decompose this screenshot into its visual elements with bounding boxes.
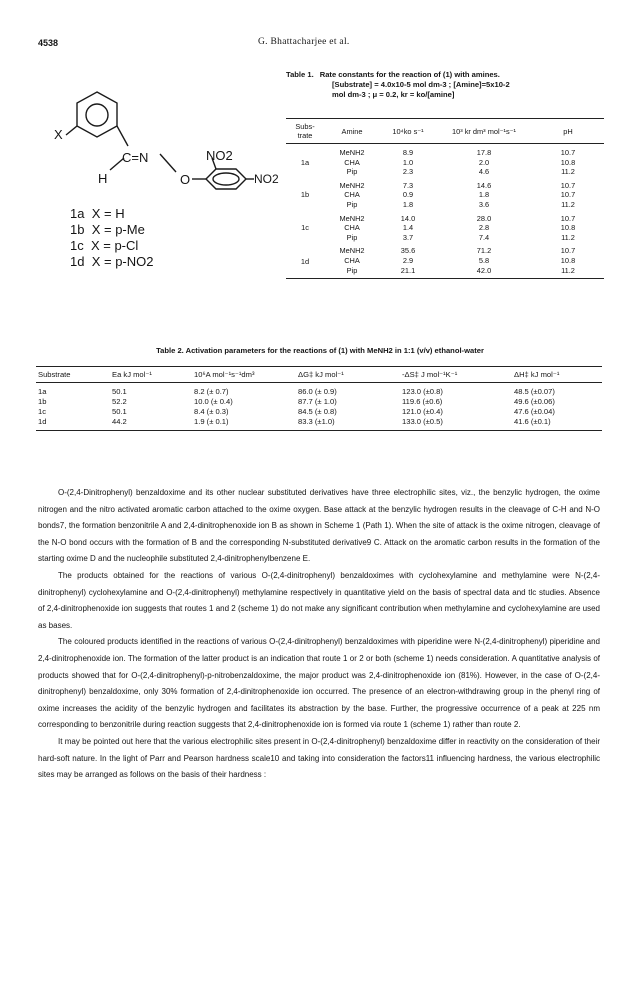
- substituent-x-label: X: [54, 127, 63, 142]
- table1-header-substrate: Subs-trate: [286, 119, 324, 144]
- table-row: CHA 0.9 1.8 10.7: [344, 190, 576, 200]
- paragraph-2: The products obtained for the reactions of various O-(2,4-dinitrophenyl) benzaldoximes with cyclohexylamine and methylamine were N-(2,4-dinitrophenyl) cyclohexylamine and O-(2,4-dinitrophenyl) methylamine respectively in quantitative yield on the basis of spectral data and tlc studies. Absence of 2,4-dinitrophenoxide ion suggests that routes 1 and 2 (scheme 1) do not make any significant contribution when methylamine and cyclohexylamine are used as bases.: [38, 570, 600, 630]
- table1-header-ko: 10⁴ko s⁻¹: [380, 119, 436, 144]
- oxygen-label: O: [180, 172, 191, 187]
- compound-1a: 1a X = H: [70, 206, 125, 221]
- compound-1b: 1b X = p-Me: [70, 222, 145, 237]
- table1-header-ph: pH: [532, 119, 604, 144]
- table-row: CHA 2.9 5.8 10.8: [344, 255, 576, 265]
- table2-header-ds: -ΔS‡ J mol⁻¹K⁻¹: [400, 367, 512, 383]
- nitro-top-label: NO2: [206, 148, 233, 163]
- table-row: 1c 50.1 8.4 (± 0.3) 84.5 (± 0.8) 121.0 (±0.4) 47.6 (±0.04): [38, 407, 555, 416]
- table-row: 1c MeNH2 14.0 28.0 10.7: [301, 213, 576, 233]
- table-row: Pip 2.3 4.6 11.2: [346, 167, 575, 177]
- compound-1d: 1d X = p-NO2: [70, 254, 154, 269]
- running-head: G. Bhattacharjee et al.: [258, 37, 350, 47]
- table1-caption: Table 1. Rate constants for the reaction of (1) with amines. [Substrate] = 4.0x10-5 mol dm-3 ; [Amine]=5x10-2 mol dm-3 ; μ = 0.2, kr = ko/[amine]: [286, 70, 510, 99]
- imine-label: C=N: [122, 150, 149, 165]
- table-row: CHA 1.0 2.0 10.8: [344, 157, 576, 167]
- table2-header-substrate: Substrate: [36, 367, 110, 383]
- compound-1c: 1c X = p-Cl: [70, 238, 139, 253]
- table-row: 1b MeNH2 7.3 14.6 10.7: [300, 180, 576, 200]
- table2-caption: Table 2. Activation parameters for the reactions of (1) with MeNH2 in 1:1 (v/v) ethanol-water: [156, 346, 484, 355]
- body-text: [38, 485, 600, 784]
- table2-header-ea: Ea kJ mol⁻¹: [110, 367, 192, 383]
- table-row: Pip 1.8 3.6 11.2: [346, 199, 575, 209]
- table1-header-kr: 10³ kr dm³ mol⁻¹s⁻¹: [436, 119, 532, 144]
- nitro-right-label: NO2: [254, 172, 279, 186]
- activation-parameters-table: [36, 366, 602, 431]
- table-row: 1b 52.2 10.0 (± 0.4) 87.7 (± 1.0) 119.6 (±0.6) 49.6 (±0.06): [38, 397, 555, 406]
- compound-structure: [40, 70, 286, 210]
- compound-list: [70, 206, 153, 270]
- table1-header-row: [286, 119, 604, 144]
- table-row: Pip 3.7 7.4 11.2: [346, 232, 575, 242]
- table-row: 1d 44.2 1.9 (± 0.1) 83.3 (±1.0) 133.0 (±0.5) 41.6 (±0.1): [36, 417, 602, 431]
- table-row: 1a MeNH2 8.9 17.8 10.7: [300, 148, 576, 167]
- table-row: 1a 50.1 8.2 (± 0.7) 86.0 (± 0.9) 123.0 (±0.8) 48.5 (±0.07): [38, 387, 555, 396]
- paragraph-4: It may be pointed out here that the various electrophilic sites present in O-(2,4-dinitrophenyl) benzaldoxime differ in reactivity on the consideration of their hard-soft nature. In the light of Parr and Pearson hardness scale10 and taking into consideration the factors11 influencing hardness, the various electrophilic sites may be arranged as follows on the basis of their hardness :: [38, 736, 600, 780]
- table2-header-dg: ΔG‡ kJ mol⁻¹: [296, 367, 400, 383]
- table-row: 1d MeNH2 35.6 71.2 10.7: [286, 242, 604, 256]
- table-row: Pip 21.1 42.0 11.2: [286, 266, 604, 279]
- page-number: 4538: [38, 38, 59, 48]
- table-row: CHA 1.4 2.8 10.8: [344, 223, 576, 233]
- table2-header-dh: ΔH‡ kJ mol⁻¹: [512, 367, 602, 383]
- hydrogen-label: H: [98, 171, 108, 186]
- table2-header-row: [36, 367, 602, 383]
- table1-header-amine: Amine: [324, 119, 380, 144]
- paragraph-1: O-(2,4-Dinitrophenyl) benzaldoxime and its other nuclear substituted derivatives have three electrophilic sites, viz., the benzylic hydrogen, the oxime nitrogen and the nitro activated aromatic carbon attached to the oxime oxygen. Base attack at the benzylic hydrogen results in the cleavage of C-H and N-O bonds7, the formation benzonitrile A and 2,4-dinitrophenoxide ion B as shown in Scheme 1 (Path 1). When the site of attack is the oxime nitrogen, cleavage of the N-O bond occurs with the formation of B and the corresponding N-substituted derivative9 C. Attack on the aromatic carbon results in the formation of the starting oxime D and the nucleophile substituted 2,4-dinitrophenylbenzene E.: [38, 488, 600, 564]
- table2-header-a: 10⁶A mol⁻¹s⁻¹dm³: [192, 367, 296, 383]
- paragraph-3: The coloured products identified in the reactions of various O-(2,4-dinitrophenyl) benzaldoximes with piperidine were N-(2,4-dinitrophenyl) piperidine and 2,4-dinitrophenoxide ion. The formation of the latter product is an indication that route 1 or 2 or both (scheme 1) needs consideration. A quantitative analysis of products showed that for O-(2,4-dinitrophenyl)-p-nitrobenzaldoxime, the major product was 2,4-dinitrophenoxide ion (81%). However, in the case of O-(2,4-dinitrophenyl) benzaldoxime, only 30% formation of 2,4-dinitrophenoxide ion occurred. The presence of an electron-withdrawing group in the phenyl ring of oxime increases the acidity of the benzylic hydrogen and facilitates its abstraction by the base. Further, the progressive occurrence of a peak at 225 nm corresponding to benzonitrile during reaction suggests that 2,4-dinitrophenoxide ion is formed via route 1 (scheme 1) rather than route 2.: [38, 637, 600, 730]
- rate-constants-table: [286, 118, 604, 279]
